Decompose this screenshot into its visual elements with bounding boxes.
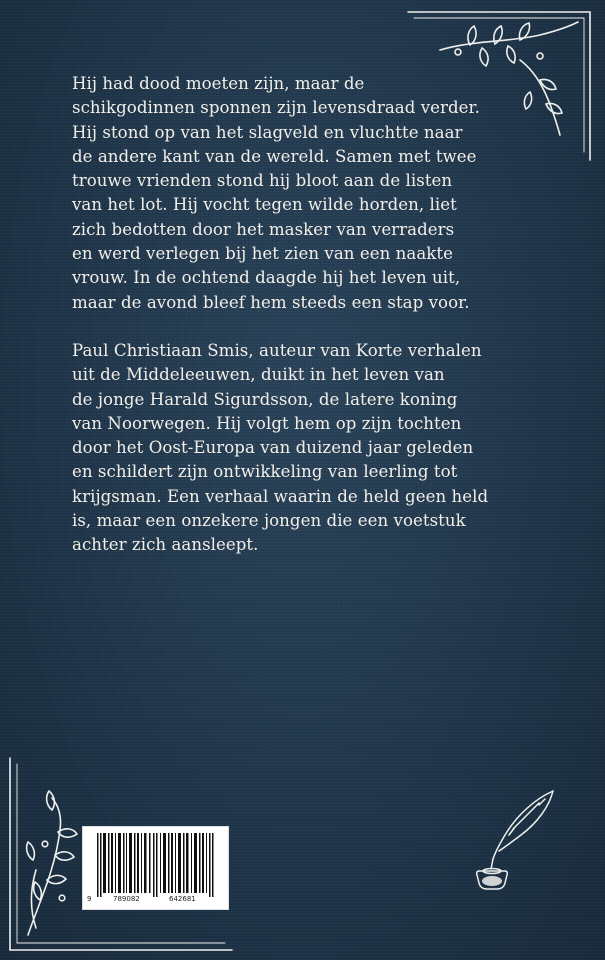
barcode-digits-right: 642681 xyxy=(169,895,196,903)
blurb-line: Paul Christiaan Smis, auteur van Korte verhalen xyxy=(72,340,482,360)
blurb-line: van Noorwegen. Hij volgt hem op zijn tochten xyxy=(72,413,462,433)
barcode-bars xyxy=(83,827,228,909)
blurb-line: achter zich aansleept. xyxy=(72,535,259,555)
blurb-paragraph-2 xyxy=(72,339,552,558)
blurb-line: maar de avond bleef hem steeds een stap voor. xyxy=(72,292,470,312)
blurb-line: de jonge Harald Sigurdsson, de latere koning xyxy=(72,389,458,409)
blurb-line: door het Oost-Europa van duizend jaar geleden xyxy=(72,438,474,458)
blurb-line: de andere kant van de wereld. Samen met twee xyxy=(72,146,477,166)
blurb-line: krijgsman. Een verhaal waarin de held geen held xyxy=(72,486,489,506)
blurb-line: schikgodinnen sponnen zijn levensdraad verder. xyxy=(72,98,481,118)
blurb-line: en werd verlegen bij het zien van een naakte xyxy=(72,244,453,264)
blurb-line: Hij had dood moeten zijn, maar de xyxy=(72,74,365,93)
blurb-line: trouwe vrienden stond hij bloot aan de listen xyxy=(72,171,453,191)
barcode-digits-left: 789082 xyxy=(113,895,140,903)
isbn-barcode xyxy=(82,826,229,910)
barcode-lead-digit: 9 xyxy=(87,895,92,903)
blurb-line: zich bedotten door het masker van verraders xyxy=(72,219,455,239)
blurb-line: Hij stond op van het slagveld en vluchtte naar xyxy=(72,122,463,142)
blurb-line: en schildert zijn ontwikkeling van leerling tot xyxy=(72,462,458,482)
blurb-line: uit de Middeleeuwen, duikt in het leven van xyxy=(72,365,445,385)
quill-and-inkwell-icon xyxy=(465,785,565,895)
blurb-line: is, maar een onzekere jongen die een voetstuk xyxy=(72,511,466,531)
blurb-line: van het lot. Hij vocht tegen wilde horden, liet xyxy=(72,195,457,215)
back-cover-blurb xyxy=(72,72,552,558)
blurb-paragraph-1 xyxy=(72,72,552,315)
blurb-line: vrouw. In de ochtend daagde hij het leven uit, xyxy=(72,268,461,288)
